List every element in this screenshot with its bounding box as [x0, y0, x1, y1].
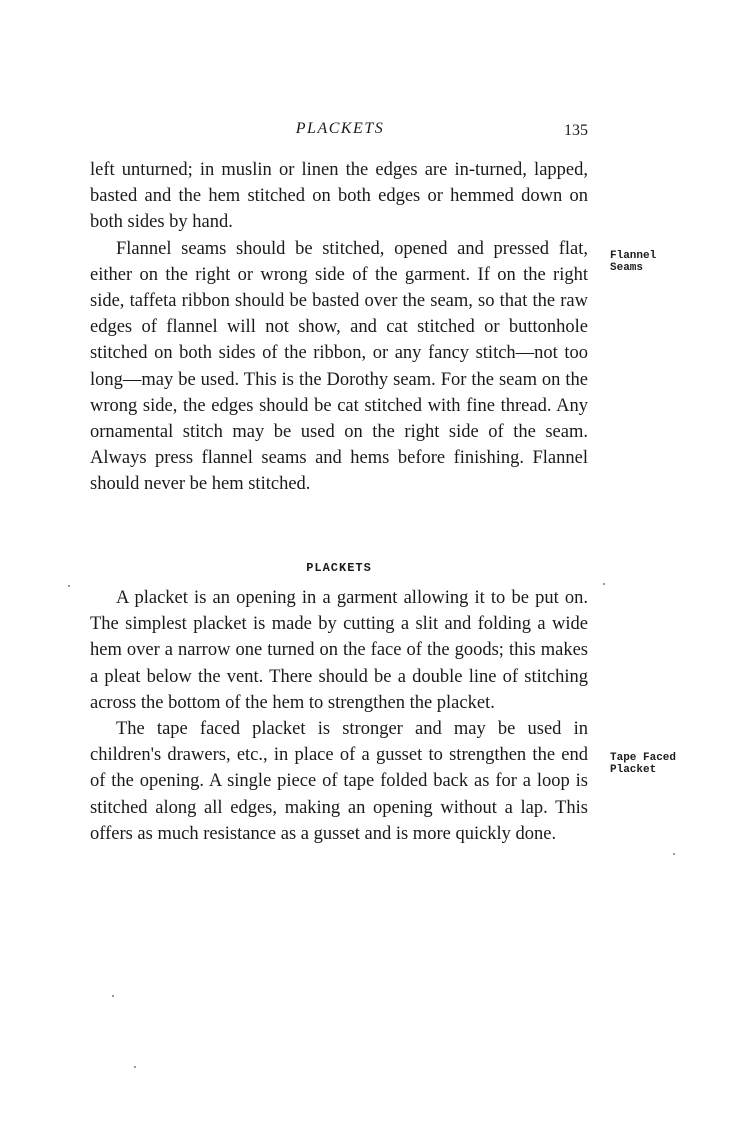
sidenote-line: Placket	[610, 764, 657, 776]
sidenote-line: Seams	[610, 262, 644, 274]
paragraph-continued: left unturned; in muslin or linen the edges are in-turned, lapped, basted and the hem stitched on both edges or hemmed down on both sides by hand.	[90, 160, 588, 233]
running-title: PLACKETS	[295, 120, 385, 137]
paragraph-flannel-seams: Flannel seams should be stitched, opened and pressed flat, either on the right or wrong side of the garment. If on the right side, taffeta ribbon should be basted over the seam, so that the raw edges of flannel will not show, and cat stitched or buttonhole stitched on both sides of the ribbon, or any fancy stitch—not too long—may be used. This is the Dorothy seam. For the seam on the wrong side, the edges should be cat stitched with fine thread. Any ornamental stitch may be used on the right side of the seam. Always press flannel seams and hems before finishing. Flannel should never be hem stitched.	[90, 238, 588, 495]
scan-speck	[603, 583, 605, 585]
paragraph-placket: A placket is an opening in a garment allowing it to be put on. The simplest placket is made by cutting a slit and folding a wide hem over a narrow one turned on the face of the goods; this makes a pleat below the vent. There should be a double line of stitching across the bottom of the hem to strengthen the placket.	[90, 588, 588, 713]
scan-speck	[673, 853, 675, 855]
page-number: 135	[564, 122, 588, 139]
paragraph-tape-faced: The tape faced placket is stronger and may be used in children's drawers, etc., in place of a gusset to strengthen the end of the opening. A single piece of tape folded back as for a loop is stitched along all edges, making an opening without a lap. This offers as much resistance as a gusset and is more quickly done.	[90, 719, 588, 844]
sidenote-flannel-seams	[610, 250, 730, 274]
section-heading: PLACKETS	[306, 561, 372, 575]
sidenote-line: Flannel	[610, 250, 657, 262]
sidenote-tape-faced-placket	[610, 752, 730, 776]
sidenote-line: Tape Faced	[610, 752, 677, 764]
upper-text-block	[90, 157, 588, 498]
scan-speck	[112, 995, 114, 997]
lower-text-block	[90, 585, 588, 847]
scan-speck	[134, 1066, 136, 1068]
running-head	[90, 118, 590, 142]
scan-speck	[68, 585, 70, 587]
